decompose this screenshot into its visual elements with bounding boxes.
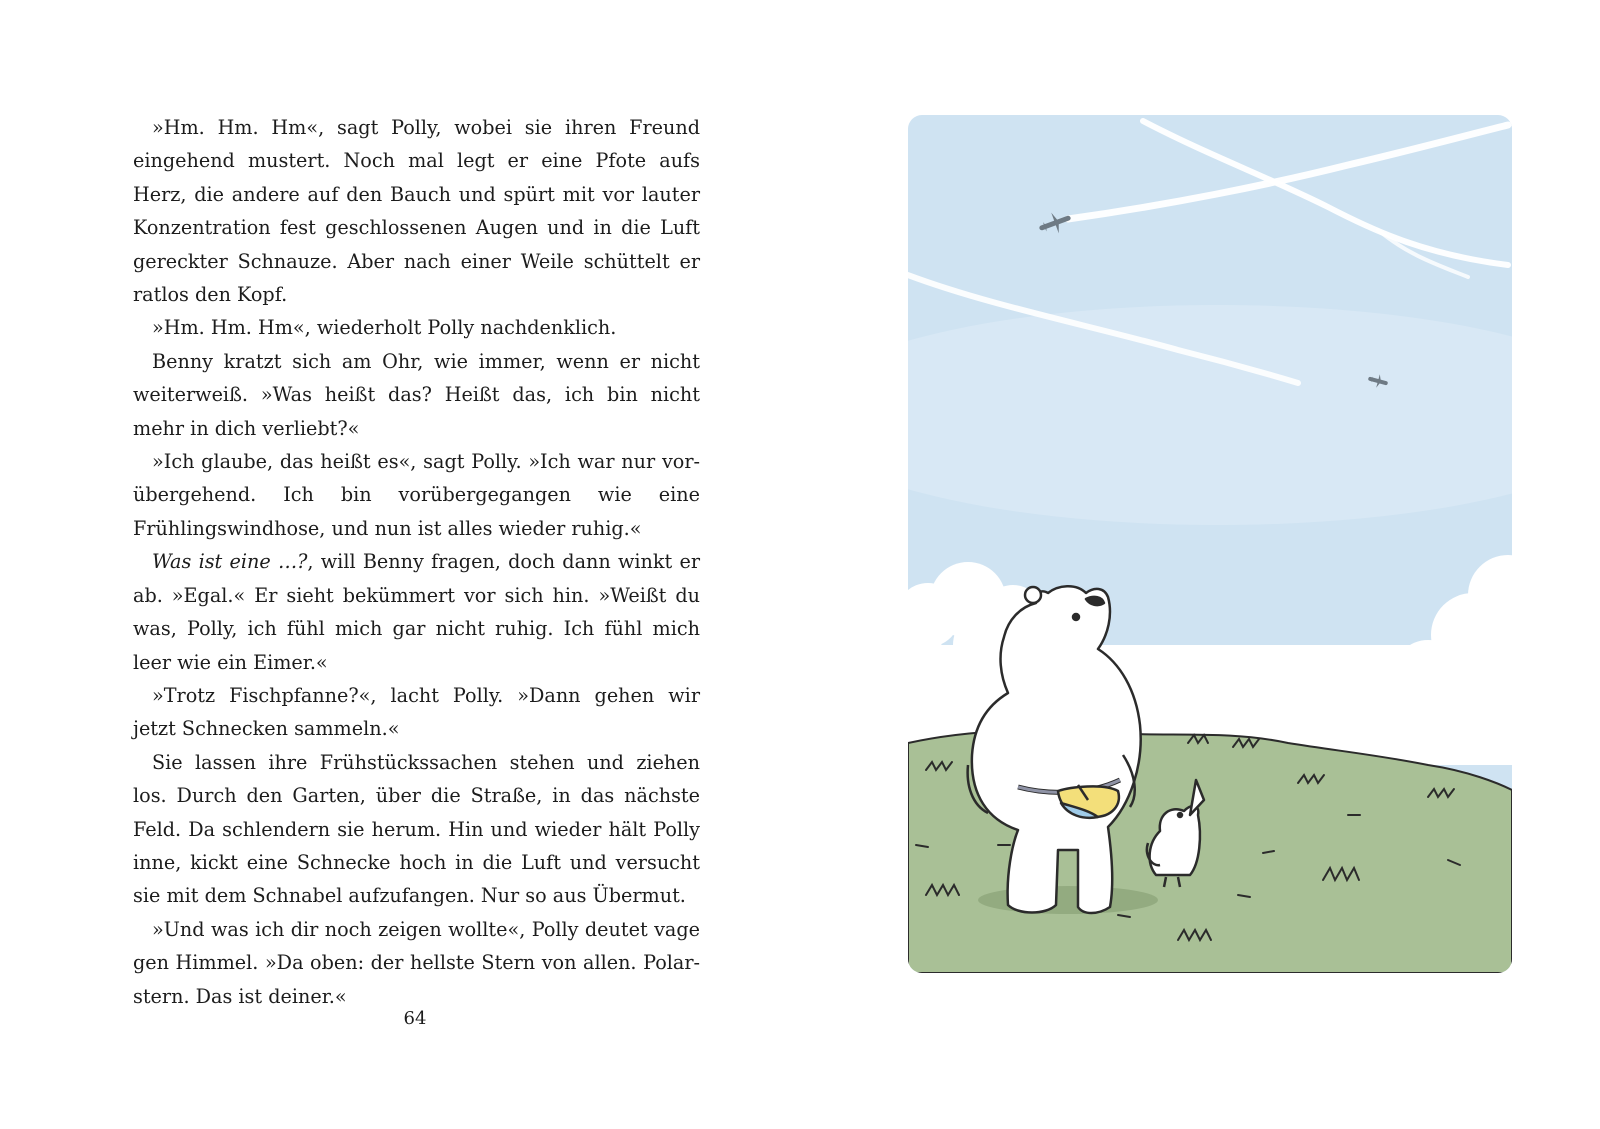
illustration <box>908 115 1512 973</box>
paragraph: »Und was ich dir noch zeigen wollte«, Polly deutet vage gen Himmel. »Da oben: der hellste Stern von allen. Polarstern. Das ist deiner.« <box>133 917 700 1008</box>
paragraph: Sie lassen ihre Frühstückssachen stehen und ziehen los. Durch den Garten, über die Straße, in das nächste Feld. Da schlendern sie herum. Hin und wieder hält Polly inne, kickt eine Schnecke hoch in die Luft und versucht sie mit dem Schnabel aufzufangen. Nur so aus Übermut. <box>133 750 700 908</box>
body-text <box>133 111 700 1013</box>
paragraph: »Hm. Hm. Hm«, wiederholt Polly nachdenklich. <box>152 316 617 340</box>
paragraph: »Ich glaube, das heißt es«, sagt Polly. »Ich war nur vorübergehend. Ich bin vorübergegangen wie eine Frühlingswindhose, und nun ist alles wieder ruhig.« <box>133 450 700 540</box>
paragraph: Benny kratzt sich am Ohr, wie immer, wenn er nicht weiterweiß. »Was heißt das? Heißt das, ich bin nicht mehr in dich verliebt?« <box>133 349 700 440</box>
bear-shadow <box>978 886 1158 914</box>
page-number: 64 <box>403 1008 427 1029</box>
right-page <box>800 0 1600 1129</box>
paragraph-text: , will Benny fragen, doch dann winkt er ab. »Egal.« Er sieht bekümmert vor sich hin. »Weißt du was, Polly, ich fühl mich gar nicht ruhig. Ich fühl mich leer wie ein Eimer.« <box>133 550 700 674</box>
paragraph: »Hm. Hm. Hm«, sagt Polly, wobei sie ihren Freund eingehend mustert. Noch mal legt er eine Pfote aufs Herz, die andere auf den Bauch und spürt mit vor lauter Konzentration fest geschlossenen Augen und in die Luft gereckter Schnauze. Aber nach einer Weile schüttelt er ratlos den Kopf. <box>133 116 700 307</box>
paragraph <box>133 545 700 679</box>
italic-phrase: Was ist eine …? <box>152 550 308 574</box>
paragraph: »Trotz Fischpfanne?«, lacht Polly. »Dann gehen wir jetzt Schnecken sammeln.« <box>133 683 700 741</box>
sky-haze <box>908 305 1512 525</box>
